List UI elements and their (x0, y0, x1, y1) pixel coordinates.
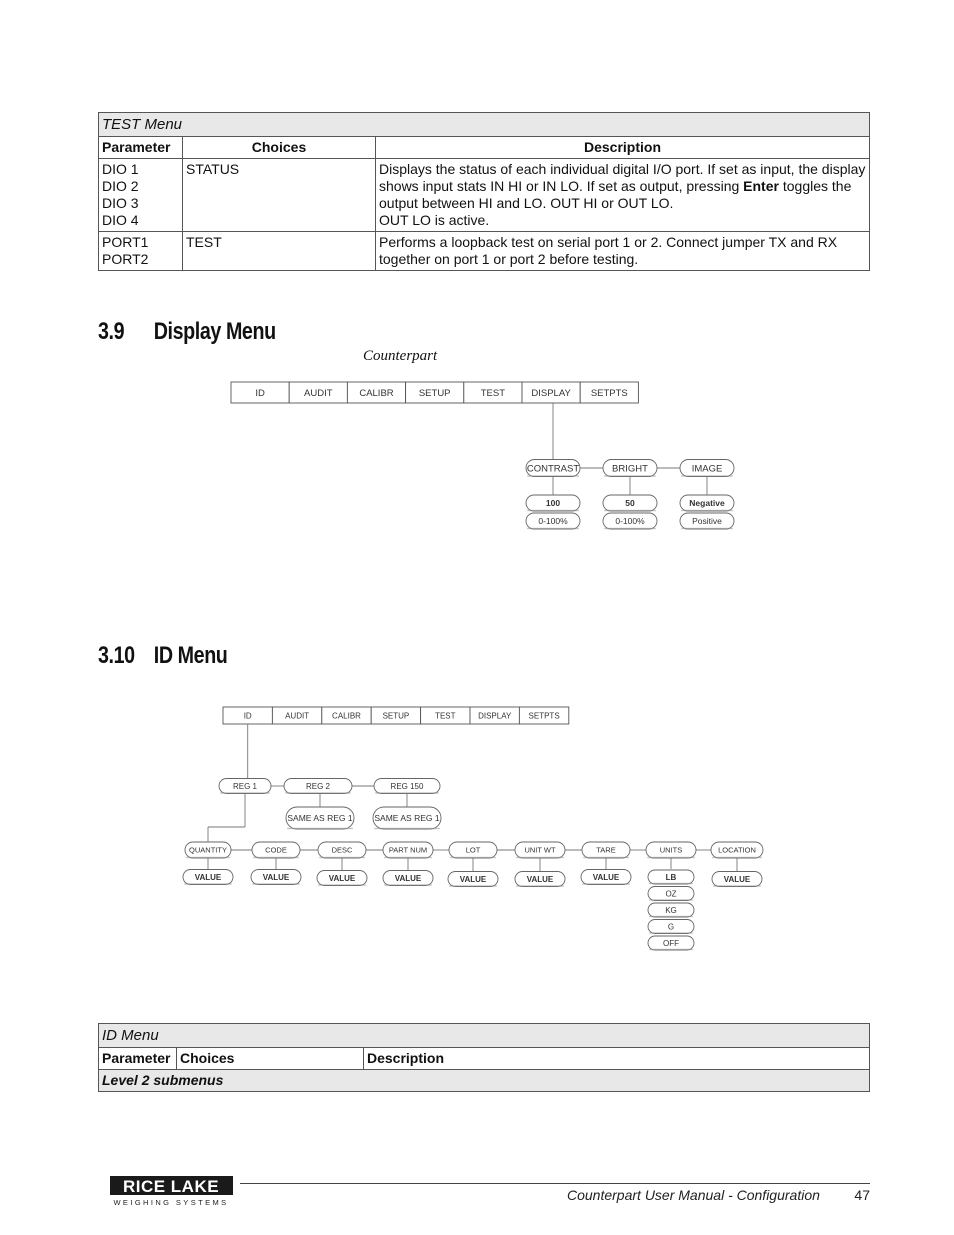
description-bold: Enter (743, 178, 779, 194)
menu-box-label: DISPLAY (531, 387, 571, 399)
node-label: OFF (663, 938, 679, 948)
field-value-node (712, 872, 762, 887)
units-option-lb (648, 870, 694, 884)
rice-lake-logo (108, 1174, 238, 1208)
table-subheading-row (99, 1070, 870, 1092)
units-option-oz (648, 887, 694, 901)
node-label: VALUE (394, 873, 422, 883)
column-header-choices: Choices (177, 1048, 364, 1070)
node-label: G (667, 922, 675, 932)
parameter-name: DIO 4 (102, 212, 139, 228)
parameter-name: DIO 3 (102, 195, 139, 211)
node-label: VALUE (194, 872, 222, 882)
node-shadow (649, 883, 693, 884)
node-shadow (712, 857, 762, 858)
field-value-node (317, 871, 367, 886)
node-label: DESC (331, 845, 353, 855)
menu-box-label: SETUP (382, 711, 410, 721)
node-label: OZ (665, 889, 677, 899)
node-shadow (582, 883, 630, 884)
node-label: 100 (545, 498, 561, 509)
menu-box-setup (371, 707, 420, 724)
node-shadow (649, 899, 693, 900)
node-shadow (318, 884, 366, 885)
menu-box-label: AUDIT (285, 711, 310, 721)
node-shadow (375, 792, 439, 793)
field-value-node (448, 872, 498, 887)
diagram-caption: Counterpart (363, 348, 438, 364)
section-number: 3.10 (98, 642, 135, 669)
node-label: REG 1 (232, 781, 258, 791)
menu-box-label: TEST (480, 387, 506, 399)
node-label: SAME AS REG 1 (374, 813, 440, 824)
footer-rule (240, 1183, 870, 1184)
node-shadow (516, 857, 564, 858)
node-shadow (713, 885, 761, 886)
footer-title: Counterpart User Manual - Configuration (567, 1187, 820, 1203)
node-label: SAME AS REG 1 (287, 813, 353, 824)
node-shadow (450, 857, 496, 858)
table-title: ID Menu (99, 1024, 870, 1048)
node-label: KG (665, 905, 677, 915)
description-part: toggles the output between HI and LO. OUT HI or OUT LO. (379, 178, 852, 211)
node-shadow (516, 885, 564, 886)
node-label: LB (665, 872, 677, 882)
node-shadow (384, 857, 432, 858)
menu-box-label: SETUP (418, 387, 451, 399)
column-header-parameter: Parameter (99, 137, 183, 159)
node-shadow (319, 857, 365, 858)
node-shadow (287, 828, 353, 829)
logo-brand-bottom: WEIGHING SYSTEMS (113, 1198, 229, 1207)
node-label: 0-100% (615, 516, 645, 527)
node-label: BRIGHT (612, 463, 648, 475)
description-part: Displays the status of each individual digital I/O port. If set as input, the display shows input stats IN HI or IN LO. If set as output, pressing (379, 161, 866, 194)
node-shadow (649, 949, 693, 950)
menu-box-setpts (519, 707, 568, 724)
reg-node (374, 779, 440, 794)
node-label: VALUE (262, 872, 290, 882)
table-title: TEST Menu (99, 113, 870, 137)
node-label: Positive (692, 516, 722, 527)
node-label: PART NUM (388, 845, 428, 855)
id-menu-table (98, 1023, 870, 1092)
node-shadow (184, 883, 232, 884)
menu-box-label: DISPLAY (478, 711, 512, 721)
menu-box-label: CALIBR (359, 387, 394, 399)
node-label: LOCATION (718, 845, 756, 855)
node-shadow (583, 857, 629, 858)
page-number: 47 (854, 1187, 870, 1203)
field-value-node (515, 872, 565, 887)
field-node-tare (582, 842, 630, 858)
field-value-node (183, 870, 233, 885)
menu-box-label: SETPTS (590, 387, 628, 399)
menu-box-label: AUDIT (304, 387, 333, 399)
choices-cell: STATUS (183, 159, 376, 232)
node-shadow (384, 884, 432, 885)
node-label: REG 150 (390, 781, 424, 791)
node-shadow (647, 857, 695, 858)
node-label: VALUE (723, 874, 751, 884)
units-option-g (648, 920, 694, 934)
description-cell: Performs a loopback test on serial port 1 or 2. Connect jumper TX and RX together on port 1 or port 2 before testing. (376, 232, 870, 271)
field-node-quantity (185, 842, 231, 858)
id-top-menu (223, 707, 569, 724)
same-as-reg-node (373, 807, 441, 829)
node-label: UNIT WT (524, 845, 556, 855)
node-shadow (253, 857, 299, 858)
node-label: CODE (265, 845, 287, 855)
menu-box-label: TEST (435, 711, 456, 721)
logo-brand-top: RICE LAKE (122, 1177, 220, 1196)
node-label: 50 (625, 498, 635, 509)
node-label: LOT (465, 845, 481, 855)
menu-box-label: ID (243, 711, 252, 721)
field-node-part-num (383, 842, 433, 858)
column-header-choices: Choices (183, 137, 376, 159)
parameter-name: DIO 1 (102, 161, 139, 177)
same-as-reg-node (286, 807, 354, 829)
node-shadow (186, 857, 230, 858)
description-text: OUT LO is active. (379, 212, 490, 228)
section-number: 3.9 (98, 318, 125, 345)
units-option-kg (648, 903, 694, 917)
field-node-units (646, 842, 696, 858)
field-value-node (251, 870, 301, 885)
node-label: VALUE (592, 872, 620, 882)
section-title: Display Menu (153, 318, 276, 345)
field-node-unit-wt (515, 842, 565, 858)
field-node-location (711, 842, 763, 858)
table-subheading: Level 2 submenus (99, 1070, 870, 1092)
node-label: VALUE (459, 874, 487, 884)
menu-box-id (223, 707, 272, 724)
field-node-desc (318, 842, 366, 858)
table-header-row (99, 1048, 870, 1070)
node-shadow (649, 932, 693, 933)
node-label: IMAGE (691, 463, 723, 475)
node-label: QUANTITY (189, 845, 227, 855)
parameter-name: PORT2 (102, 251, 149, 267)
menu-box-label: ID (255, 387, 265, 399)
node-label: CONTRAST (526, 463, 580, 475)
column-header-description: Description (364, 1048, 870, 1070)
node-shadow (252, 883, 300, 884)
field-value-node (581, 870, 631, 885)
field-node-code (252, 842, 300, 858)
field-value-node (383, 871, 433, 886)
node-shadow (449, 885, 497, 886)
section-title: ID Menu (153, 642, 228, 669)
node-label: VALUE (328, 873, 356, 883)
table-title-row (99, 1024, 870, 1048)
reg-node (219, 779, 271, 794)
node-label: VALUE (526, 874, 554, 884)
units-option-off (648, 936, 694, 950)
node-shadow (285, 792, 351, 793)
node-shadow (649, 916, 693, 917)
node-label: Negative (689, 498, 725, 509)
node-shadow (374, 828, 440, 829)
menu-box-audit (272, 707, 321, 724)
menu-box-label: CALIBR (332, 711, 361, 721)
node-label: 0-100% (538, 516, 568, 527)
menu-box-display (470, 707, 519, 724)
node-label: TARE (596, 845, 616, 855)
node-shadow (220, 792, 270, 793)
menu-box-label: SETPTS (528, 711, 560, 721)
node-label: REG 2 (305, 781, 331, 791)
reg-node (284, 779, 352, 794)
parameter-name: DIO 2 (102, 178, 139, 194)
menu-box-calibr (322, 707, 371, 724)
column-header-description: Description (376, 137, 870, 159)
column-header-parameter: Parameter (99, 1048, 177, 1070)
choices-cell: TEST (183, 232, 376, 271)
parameter-name: PORT1 (102, 234, 149, 250)
field-node-lot (449, 842, 497, 858)
node-label: UNITS (659, 845, 683, 855)
menu-box-test (421, 707, 470, 724)
